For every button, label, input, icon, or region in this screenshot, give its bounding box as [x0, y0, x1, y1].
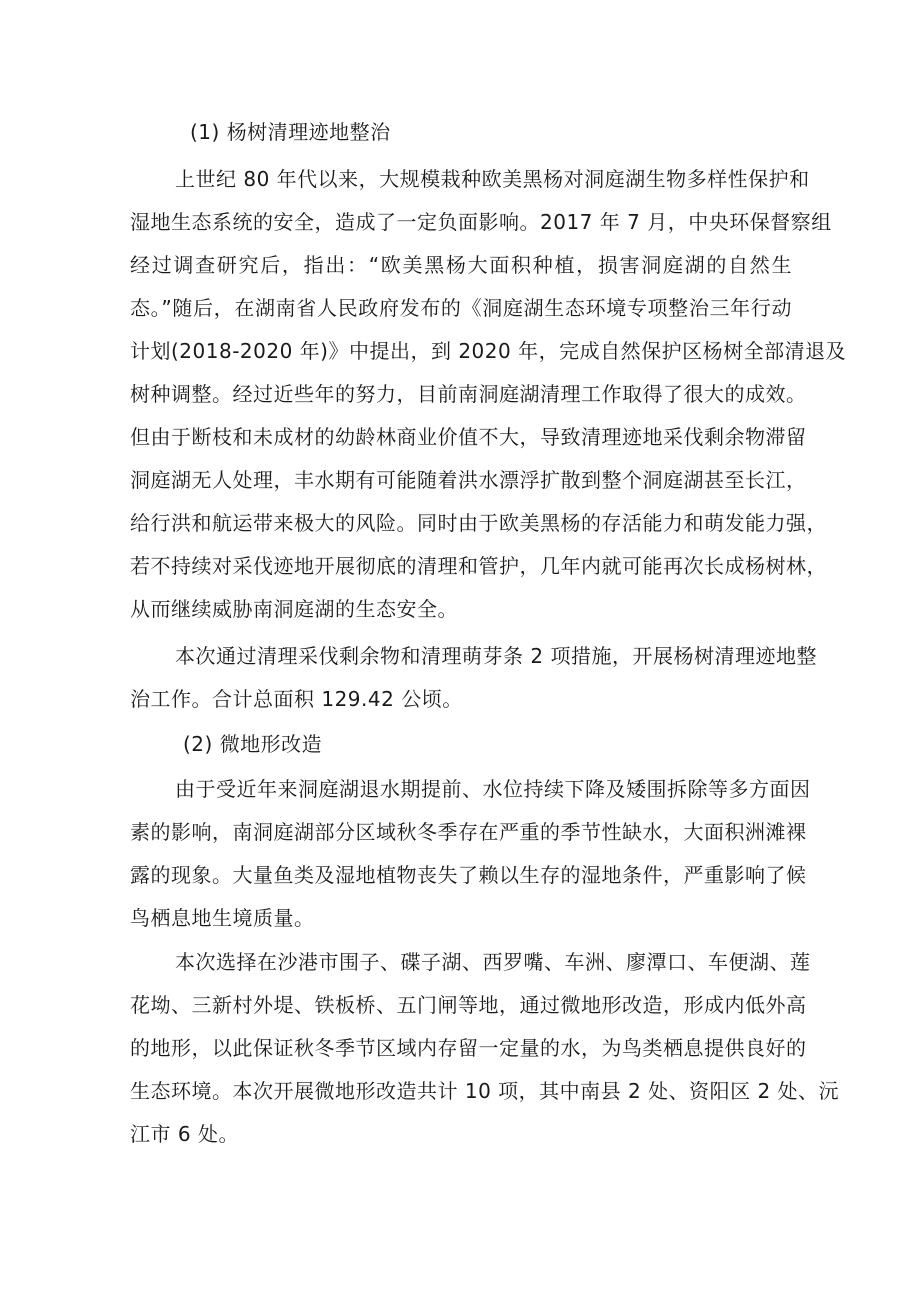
section-1-heading: (1) 杨树清理迹地整治 [190, 120, 391, 144]
paragraph-line: 态。”随后，在湖南省人民政府发布的《洞庭湖生态环境专项整治三年行动 [130, 296, 792, 320]
paragraph-line: 治工作。合计总面积 129.42 公顷。 [130, 687, 463, 711]
paragraph-line: 鸟栖息地生境质量。 [130, 906, 315, 930]
paragraph-line: 上世纪 80 年代以来，大规模栽种欧美黑杨对洞庭湖生物多样性保护和 [175, 167, 810, 191]
paragraph-line: 本次选择在沙港市围子、碟子湖、西罗嘴、车洲、廖潭口、车便湖、莲 [175, 950, 811, 974]
paragraph-line: 露的现象。大量鱼类及湿地植物丧失了赖以生存的湿地条件，严重影响了候 [130, 863, 807, 887]
paragraph-line: 素的影响，南洞庭湖部分区域秋冬季存在严重的季节性缺水，大面积洲滩裸 [130, 820, 807, 844]
paragraph-line: 花坳、三新村外堤、铁板桥、五门闸等地，通过微地形改造，形成内低外高 [130, 993, 807, 1017]
paragraph-line: 洞庭湖无人处理，丰水期有可能随着洪水漂浮扩散到整个洞庭湖甚至长江， [130, 468, 807, 492]
section-2-heading: (2) 微地形改造 [183, 732, 323, 756]
paragraph-line: 本次通过清理采伐剩余物和清理萌芽条 2 项措施，开展杨树清理迹地整 [175, 644, 817, 668]
paragraph-line: 经过调查研究后，指出：“欧美黑杨大面积种植，损害洞庭湖的自然生 [130, 253, 792, 277]
paragraph-line: 的地形，以此保证秋冬季节区域内存留一定量的水，为鸟类栖息提供良好的 [130, 1036, 807, 1060]
paragraph-line: 从而继续威胁南洞庭湖的生态安全。 [130, 597, 458, 621]
paragraph-line: 由于受近年来洞庭湖退水期提前、水位持续下降及矮围拆除等多方面因 [175, 777, 811, 801]
paragraph-line: 江市 6 处。 [130, 1122, 239, 1146]
paragraph-line: 给行洪和航运带来极大的风险。同时由于欧美黑杨的存活能力和萌发能力强， [130, 511, 827, 535]
paragraph-line: 生态环境。本次开展微地形改造共计 10 项，其中南县 2 处、资阳区 2 处、沅 [130, 1079, 840, 1103]
paragraph-line: 若不持续对采伐迹地开展彻底的清理和管护，几年内就可能再次长成杨树林， [130, 554, 827, 578]
paragraph-line: 但由于断枝和未成材的幼龄林商业价值不大，导致清理迹地采伐剩余物滞留 [130, 425, 807, 449]
paragraph-line: 计划(2018-2020 年)》中提出，到 2020 年，完成自然保护区杨树全部清退及 [130, 339, 847, 363]
paragraph-line: 树种调整。经过近些年的努力，目前南洞庭湖清理工作取得了很大的成效。 [130, 382, 807, 406]
paragraph-line: 湿地生态系统的安全，造成了一定负面影响。2017 年 7 月，中央环保督察组 [130, 210, 832, 234]
